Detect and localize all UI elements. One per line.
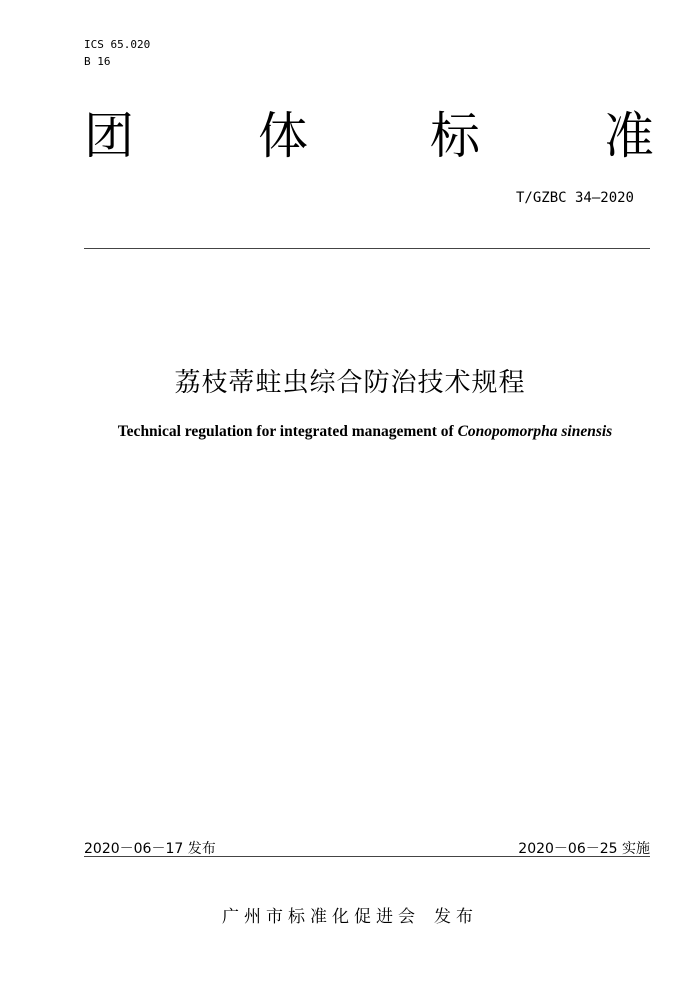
standard-type-heading (84, 106, 654, 166)
issue-date: 2020－06－17 发布 (84, 841, 216, 857)
title-english-species: Conopomorpha sinensis (457, 423, 613, 440)
ics-code: ICS 65.020 (84, 38, 151, 51)
classification-codes (84, 36, 150, 70)
title-english-prefix: Technical regulation for integrated management of (117, 423, 458, 440)
top-divider (84, 248, 650, 249)
heading-char-4: 准 (604, 107, 654, 165)
heading-char-3: 标 (430, 107, 480, 165)
title-chinese: 荔枝蒂蛀虫综合防治技术规程 (174, 368, 526, 398)
title-english (0, 423, 700, 441)
heading-char-2: 体 (258, 107, 308, 165)
ccs-code: B 16 (84, 55, 111, 68)
heading-char-1: 团 (84, 107, 134, 165)
implementation-date: 2020－06－25 实施 (518, 841, 650, 857)
publisher-line (0, 902, 700, 927)
publisher-name: 广州市标准化促进会 (222, 907, 420, 927)
publisher-action: 发布 (434, 907, 478, 927)
document-number: T/GZBC 34—2020 (515, 190, 634, 206)
bottom-divider (84, 856, 650, 857)
